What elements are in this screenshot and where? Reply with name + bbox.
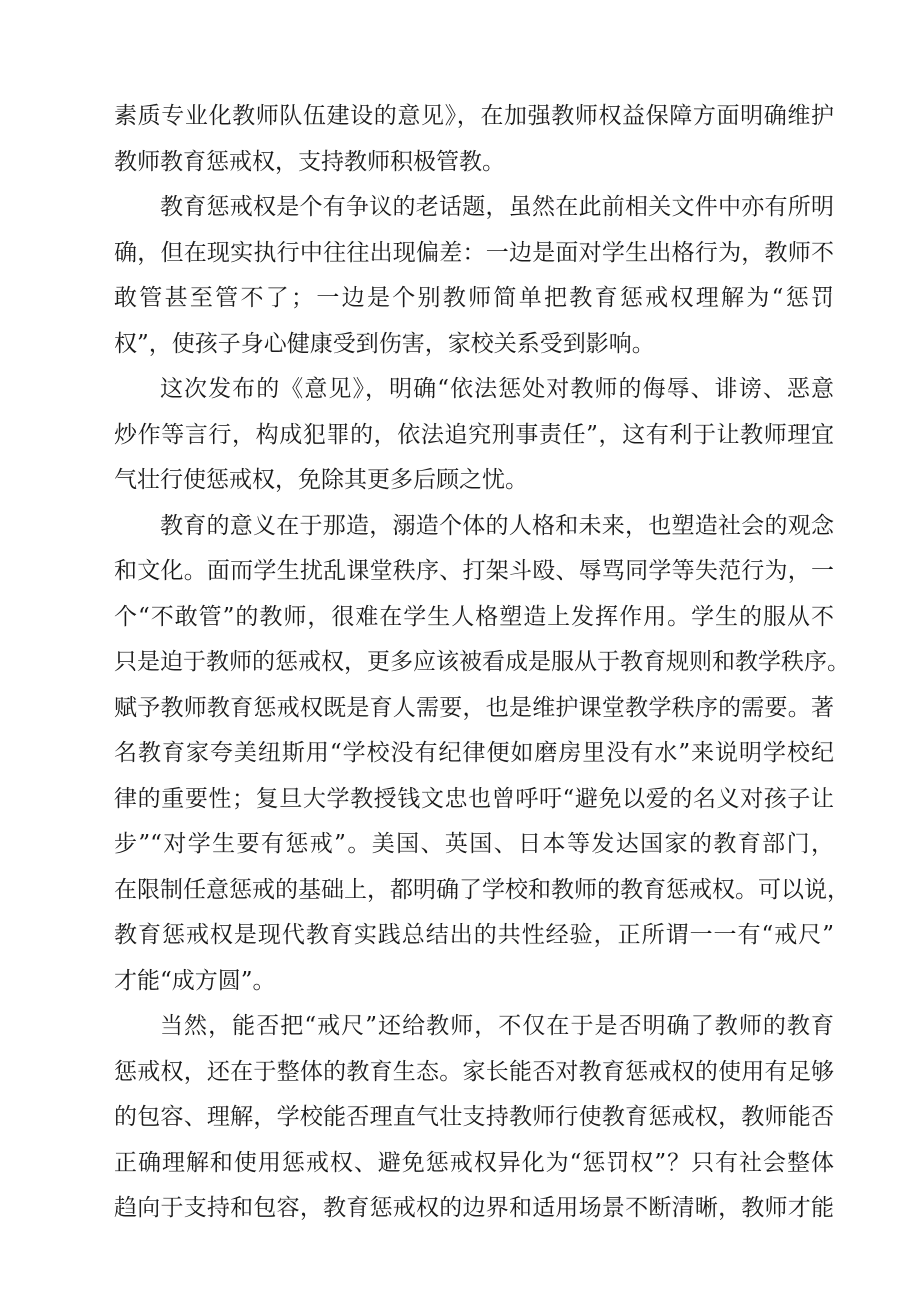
paragraph-line: 赋予教师教育惩戒权既是育人需要，也是维护课堂教学秩序的需要。著 <box>114 695 834 721</box>
paragraph-line: 素质专业化教师队伍建设的意见》，在加强教师权益保障方面明确维护 <box>114 103 834 129</box>
paragraph-line: 惩戒权，还在于整体的教育生态。家长能否对教育惩戒权的使用有足够 <box>114 1059 834 1085</box>
paragraph-line: 名教育家夸美纽斯用“学校没有纪律便如磨房里没有水”来说明学校纪 <box>114 740 834 766</box>
paragraph-line: 个“不敢管”的教师，很难在学生人格塑造上发挥作用。学生的服从不 <box>114 604 834 630</box>
paragraph-line: 教育的意义在于那造，溺造个体的人格和未来，也塑造社会的观念 <box>160 513 834 539</box>
paragraph-line: 教师教育惩戒权，支持教师积极管教。 <box>114 149 505 175</box>
paragraph-line: 教育惩戒权是个有争议的老话题，虽然在此前相关文件中亦有所明 <box>160 194 834 220</box>
paragraph-line: 这次发布的《意见》，明确“依法惩处对教师的侮辱、诽谤、恶意 <box>160 376 834 402</box>
paragraph-line: 炒作等言行，构成犯罪的，依法追究刑事责任”，这有利于让教师理宜 <box>114 422 834 448</box>
paragraph-line: 气壮行使惩戒权，免除其更多后顾之忧。 <box>114 467 528 493</box>
paragraph-line: 才能“成方圆”。 <box>114 968 276 994</box>
paragraph-line: 步”“对学生要有惩戒”。美国、英国、日本等发达国家的教育部门， <box>114 831 834 857</box>
paragraph-line: 当然，能否把“戒尺”还给教师，不仅在于是否明确了教师的教育 <box>160 1013 834 1039</box>
paragraph-line: 趋向于支持和包容，教育惩戒权的边界和适用场景不断清晰，教师才能 <box>114 1195 834 1221</box>
paragraph-line: 律的重要性；复旦大学教授钱文忠也曾呼吁“避免以爱的名义对孩子让 <box>114 786 834 812</box>
paragraph-line: 只是迫于教师的惩戒权，更多应该被看成是服从于教育规则和教学秩序。 <box>114 649 850 675</box>
paragraph-line: 在限制任意惩戒的基础上，都明确了学校和教师的教育惩戒权。可以说， <box>114 877 850 903</box>
paragraph-line: 权”，使孩子身心健康受到伤害，家校关系受到影响。 <box>114 331 655 357</box>
paragraph-line: 的包容、理解，学校能否理直气壮支持教师行使教育惩戒权，教师能否 <box>114 1104 834 1130</box>
paragraph-line: 和文化。面而学生扰乱课堂秩序、打架斗殴、辱骂同学等失范行为，一 <box>114 558 834 584</box>
paragraph-line: 确，但在现实执行中往往出现偏差：一边是面对学生出格行为，教师不 <box>114 240 834 266</box>
paragraph-line: 教育惩戒权是现代教育实践总结出的共性经验，正所谓一一有“戒尺” <box>114 922 834 948</box>
paragraph-line: 正确理解和使用惩戒权、避免惩戒权异化为“惩罚权”？只有社会整体 <box>114 1150 834 1176</box>
paragraph-line: 敢管甚至管不了；一边是个别教师简单把教育惩戒权理解为“惩罚 <box>114 285 834 311</box>
